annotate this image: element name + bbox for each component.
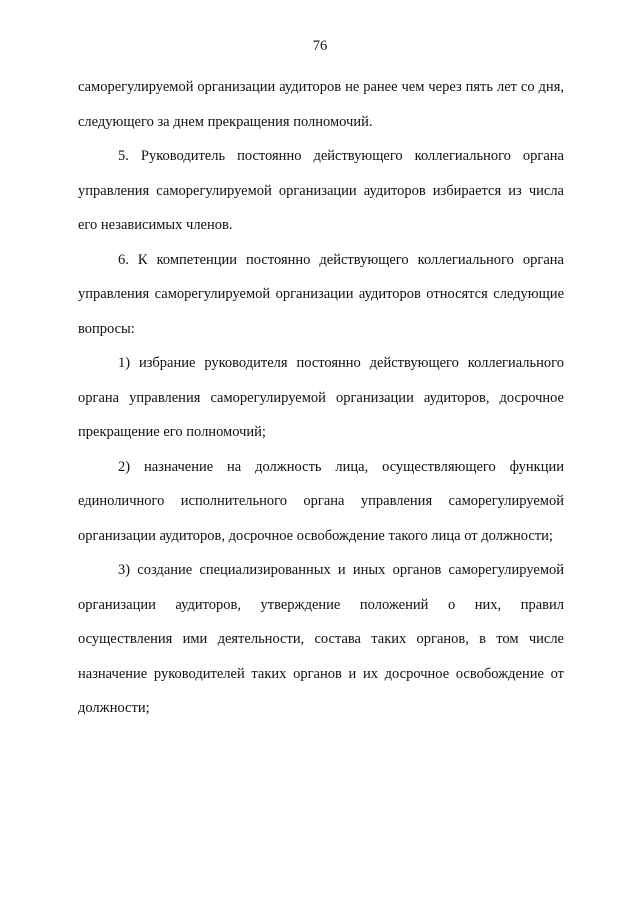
page-number: 76 <box>312 38 328 54</box>
paragraph-item-5: 5. Руководитель постоянно действующего коллегиального органа управления саморегулируемой организации аудиторов избирается из числа его независимых членов. <box>78 148 564 233</box>
paragraph-subitem-1: 1) избрание руководителя постоянно действующего коллегиального органа управления саморегулируемой организации аудиторов, досрочное прекращение его полномочий; <box>78 355 564 440</box>
paragraph-item-6: 6. К компетенции постоянно действующего коллегиального органа управления саморегулируемой организации аудиторов относятся следующие вопросы: <box>78 251 564 337</box>
paragraph-subitem-3: 3) создание специализированных и иных органов саморегулируемой организации аудиторов, утверждение положений о них, правил осуществления ими деятельности, состава таких органов, в том числе назначение руководителей таких органов и их досрочное освобождение от должности; <box>78 562 564 716</box>
document-body <box>78 70 564 726</box>
paragraph-continuation: саморегулируемой организации аудиторов не ранее чем через пять лет со дня, следующего за днем прекращения полномочий. <box>78 79 564 130</box>
paragraph-subitem-2: 2) назначение на должность лица, осуществляющего функции единоличного исполнительного органа управления саморегулируемой организации аудиторов, досрочное освобождение такого лица от должности; <box>78 458 564 544</box>
